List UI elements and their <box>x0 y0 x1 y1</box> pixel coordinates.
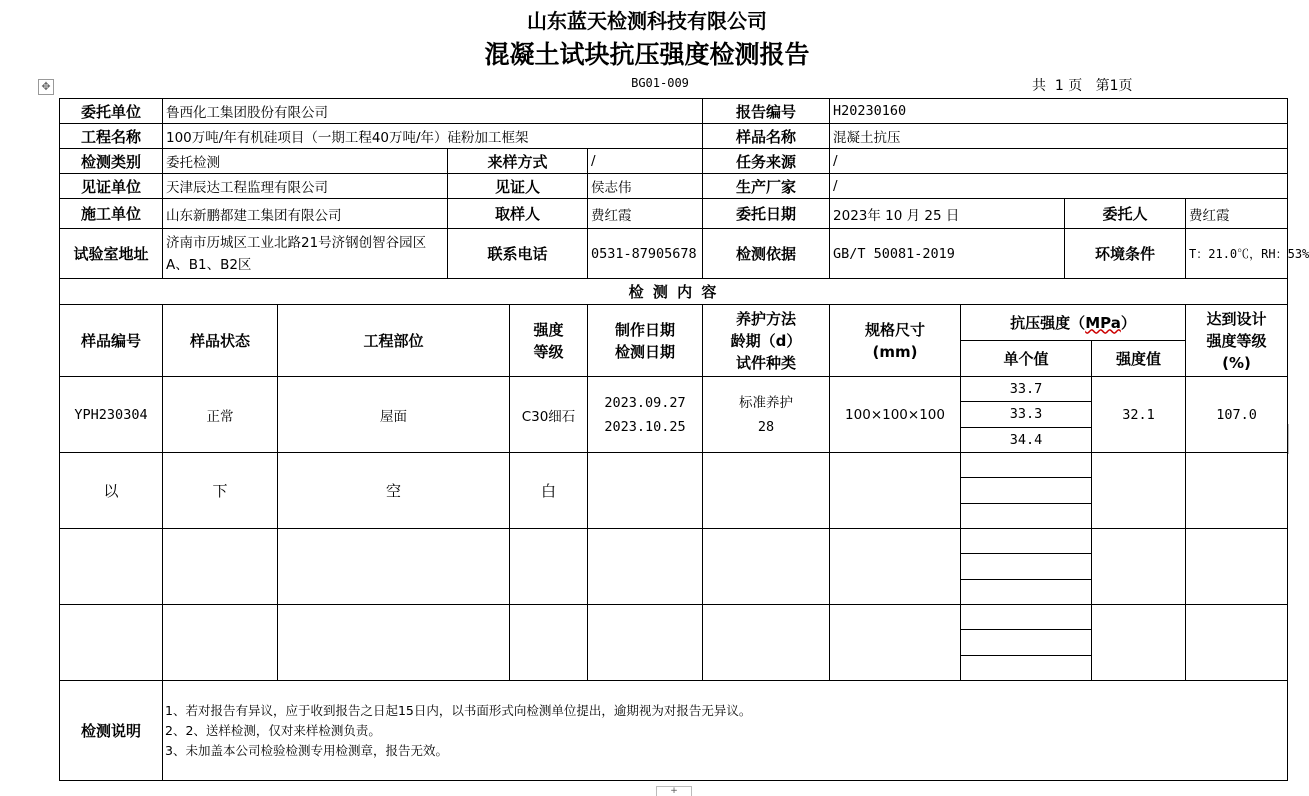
col-specimen-type: 试件种类 <box>736 353 797 372</box>
row-state: 正常 <box>163 377 278 453</box>
sampling-method-value: / <box>588 149 703 174</box>
blank-marker-4: 白 <box>510 453 588 529</box>
row-age: 28 <box>757 418 775 435</box>
note-line-1: 1、若对报告有异议，应于收到报告之日起15日内，以书面形式向检测单位提出，逾期视为对报告无异议。 <box>165 702 752 718</box>
row-value-2: 33.3 <box>961 402 1091 427</box>
blank-cell <box>830 529 961 605</box>
row-sample-no: YPH230304 <box>60 377 163 453</box>
builder-label: 施工单位 <box>60 199 163 229</box>
blank-cell <box>588 453 703 529</box>
blank-cell <box>1186 529 1288 605</box>
sampler-label: 取样人 <box>448 199 588 229</box>
note-line-3: 3、未加盖本公司检验检测专用检测章，报告无效。 <box>165 742 448 758</box>
client-value: 鲁西化工集团股份有限公司 <box>163 99 703 124</box>
col-cure <box>703 305 830 377</box>
col-strength-group-text: 抗压强度（ <box>1010 313 1086 332</box>
blank-cell <box>60 605 163 681</box>
blank-cell <box>588 529 703 605</box>
info-row-test-type <box>60 149 1288 174</box>
basis-value: GB/T 50081-2019 <box>830 229 1065 279</box>
col-cure-method: 养护方法 <box>736 309 797 328</box>
lab-address-value: 济南市历城区工业北路21号济钢创智谷园区A、B1、B2区 <box>163 229 448 279</box>
project-label: 工程名称 <box>60 124 163 149</box>
company-name: 山东蓝天检测科技有限公司 <box>527 9 767 33</box>
witness-label: 见证人 <box>448 174 588 199</box>
col-strength-unit: MPa <box>1085 313 1121 332</box>
manufacturer-label: 生产厂家 <box>703 174 830 199</box>
notes-label: 检测说明 <box>60 681 163 781</box>
phone-label: 联系电话 <box>448 229 588 279</box>
blank-cell <box>60 529 163 605</box>
col-size-line1: 规格尺寸 <box>865 320 926 339</box>
report-no-value: H20230160 <box>830 99 1288 124</box>
document-code: BG01-009 <box>631 76 689 90</box>
page-info: 共 1 页 第1页 <box>1032 78 1133 94</box>
row-strength: 32.1 <box>1092 377 1186 453</box>
col-strength-value: 强度值 <box>1092 341 1186 377</box>
blank-cell <box>703 529 830 605</box>
test-type-label: 检测类别 <box>60 149 163 174</box>
col-size <box>830 305 961 377</box>
row-grade: C30细石 <box>510 377 588 453</box>
info-row-project <box>60 124 1288 149</box>
section-title-row <box>60 279 1288 305</box>
blank-marker-3: 空 <box>278 453 510 529</box>
table-move-handle-icon[interactable]: ✥ <box>38 79 54 95</box>
col-reach-line1: 达到设计 <box>1206 309 1267 328</box>
info-row-client <box>60 99 1288 124</box>
col-test-date: 检测日期 <box>615 342 676 361</box>
add-row-icon[interactable]: + <box>656 786 692 796</box>
blank-cell <box>163 529 278 605</box>
task-source-label: 任务来源 <box>703 149 830 174</box>
task-source-value: / <box>830 149 1288 174</box>
blank-cell <box>1092 529 1186 605</box>
col-single-value: 单个值 <box>961 341 1092 377</box>
blank-cell <box>1092 453 1186 529</box>
phone-value: 0531-87905678 <box>588 229 703 279</box>
table-row <box>60 529 1288 605</box>
blank-marker-1: 以 <box>60 453 163 529</box>
blank-cell <box>703 453 830 529</box>
row-location: 屋面 <box>278 377 510 453</box>
blank-cell <box>1092 605 1186 681</box>
blank-marker-2: 下 <box>163 453 278 529</box>
col-reach-line2: 强度等级 <box>1206 331 1267 350</box>
entrust-date-value: 2023年 10 月 25 日 <box>830 199 1065 229</box>
row-reach: 107.0 <box>1186 377 1288 453</box>
blank-single-values <box>961 453 1092 529</box>
row-single-values <box>961 377 1092 453</box>
right-edge-marker <box>1288 424 1295 454</box>
note-line-2: 2、2、送样检测，仅对来样检测负责。 <box>165 722 381 738</box>
witness-unit-label: 见证单位 <box>60 174 163 199</box>
info-row-witness <box>60 174 1288 199</box>
table-row <box>60 377 1288 453</box>
entrust-date-label: 委托日期 <box>703 199 830 229</box>
col-grade <box>510 305 588 377</box>
builder-value: 山东新鹏都建工集团有限公司 <box>163 199 448 229</box>
col-cure-age: 龄期（d） <box>730 331 802 350</box>
col-strength-close: ） <box>1120 313 1136 332</box>
col-size-line2: (mm) <box>872 342 918 361</box>
client-label: 委托单位 <box>60 99 163 124</box>
row-value-1: 33.7 <box>961 377 1091 402</box>
col-dates <box>588 305 703 377</box>
row-size: 100×100×100 <box>830 377 961 453</box>
blank-cell <box>588 605 703 681</box>
project-value: 100万吨/年有机硅项目（一期工程40万吨/年）硅粉加工框架 <box>163 124 703 149</box>
row-cure-method: 标准养护 <box>739 394 794 411</box>
col-strength-group <box>961 305 1186 341</box>
row-make-date: 2023.09.27 <box>604 394 686 411</box>
row-cure <box>703 377 830 453</box>
lab-address-label: 试验室地址 <box>60 229 163 279</box>
entruster-label: 委托人 <box>1065 199 1186 229</box>
table-row <box>60 453 1288 529</box>
manufacturer-value: / <box>830 174 1288 199</box>
info-row-lab <box>60 229 1288 279</box>
row-test-date: 2023.10.25 <box>604 418 686 435</box>
col-make-date: 制作日期 <box>615 320 676 339</box>
blank-cell <box>830 605 961 681</box>
table-row <box>60 605 1288 681</box>
notes-content <box>163 681 1288 781</box>
col-grade-line2: 等级 <box>533 342 564 361</box>
col-sample-no: 样品编号 <box>60 305 163 377</box>
blank-cell <box>703 605 830 681</box>
blank-single-values <box>961 605 1092 681</box>
sampling-method-label: 来样方式 <box>448 149 588 174</box>
blank-cell <box>830 453 961 529</box>
info-row-builder <box>60 199 1288 229</box>
col-location: 工程部位 <box>278 305 510 377</box>
row-dates <box>588 377 703 453</box>
sample-name-label: 样品名称 <box>703 124 830 149</box>
sampler-value: 费红霞 <box>588 199 703 229</box>
blank-cell <box>510 605 588 681</box>
notes-row <box>60 681 1288 781</box>
env-label: 环境条件 <box>1065 229 1186 279</box>
env-value: T：21.0℃，RH：53% <box>1186 229 1288 279</box>
sample-name-value: 混凝土抗压 <box>830 124 1288 149</box>
blank-cell <box>278 529 510 605</box>
blank-cell <box>278 605 510 681</box>
col-reach <box>1186 305 1288 377</box>
report-table <box>59 98 1309 781</box>
blank-cell <box>1186 453 1288 529</box>
blank-cell <box>510 529 588 605</box>
basis-label: 检测依据 <box>703 229 830 279</box>
column-header-row-1 <box>60 305 1288 341</box>
witness-value: 侯志伟 <box>588 174 703 199</box>
blank-single-values <box>961 529 1092 605</box>
entruster-value: 费红霞 <box>1186 199 1288 229</box>
col-sample-state: 样品状态 <box>163 305 278 377</box>
blank-cell <box>1186 605 1288 681</box>
col-reach-line3: (%) <box>1222 353 1251 372</box>
report-title: 混凝土试块抗压强度检测报告 <box>484 40 810 69</box>
row-value-3: 34.4 <box>1009 431 1043 448</box>
col-grade-line1: 强度 <box>533 320 564 339</box>
witness-unit-value: 天津辰达工程监理有限公司 <box>163 174 448 199</box>
test-type-value: 委托检测 <box>163 149 448 174</box>
blank-cell <box>163 605 278 681</box>
report-no-label: 报告编号 <box>703 99 830 124</box>
section-title: 检 测 内 容 <box>60 279 1288 305</box>
